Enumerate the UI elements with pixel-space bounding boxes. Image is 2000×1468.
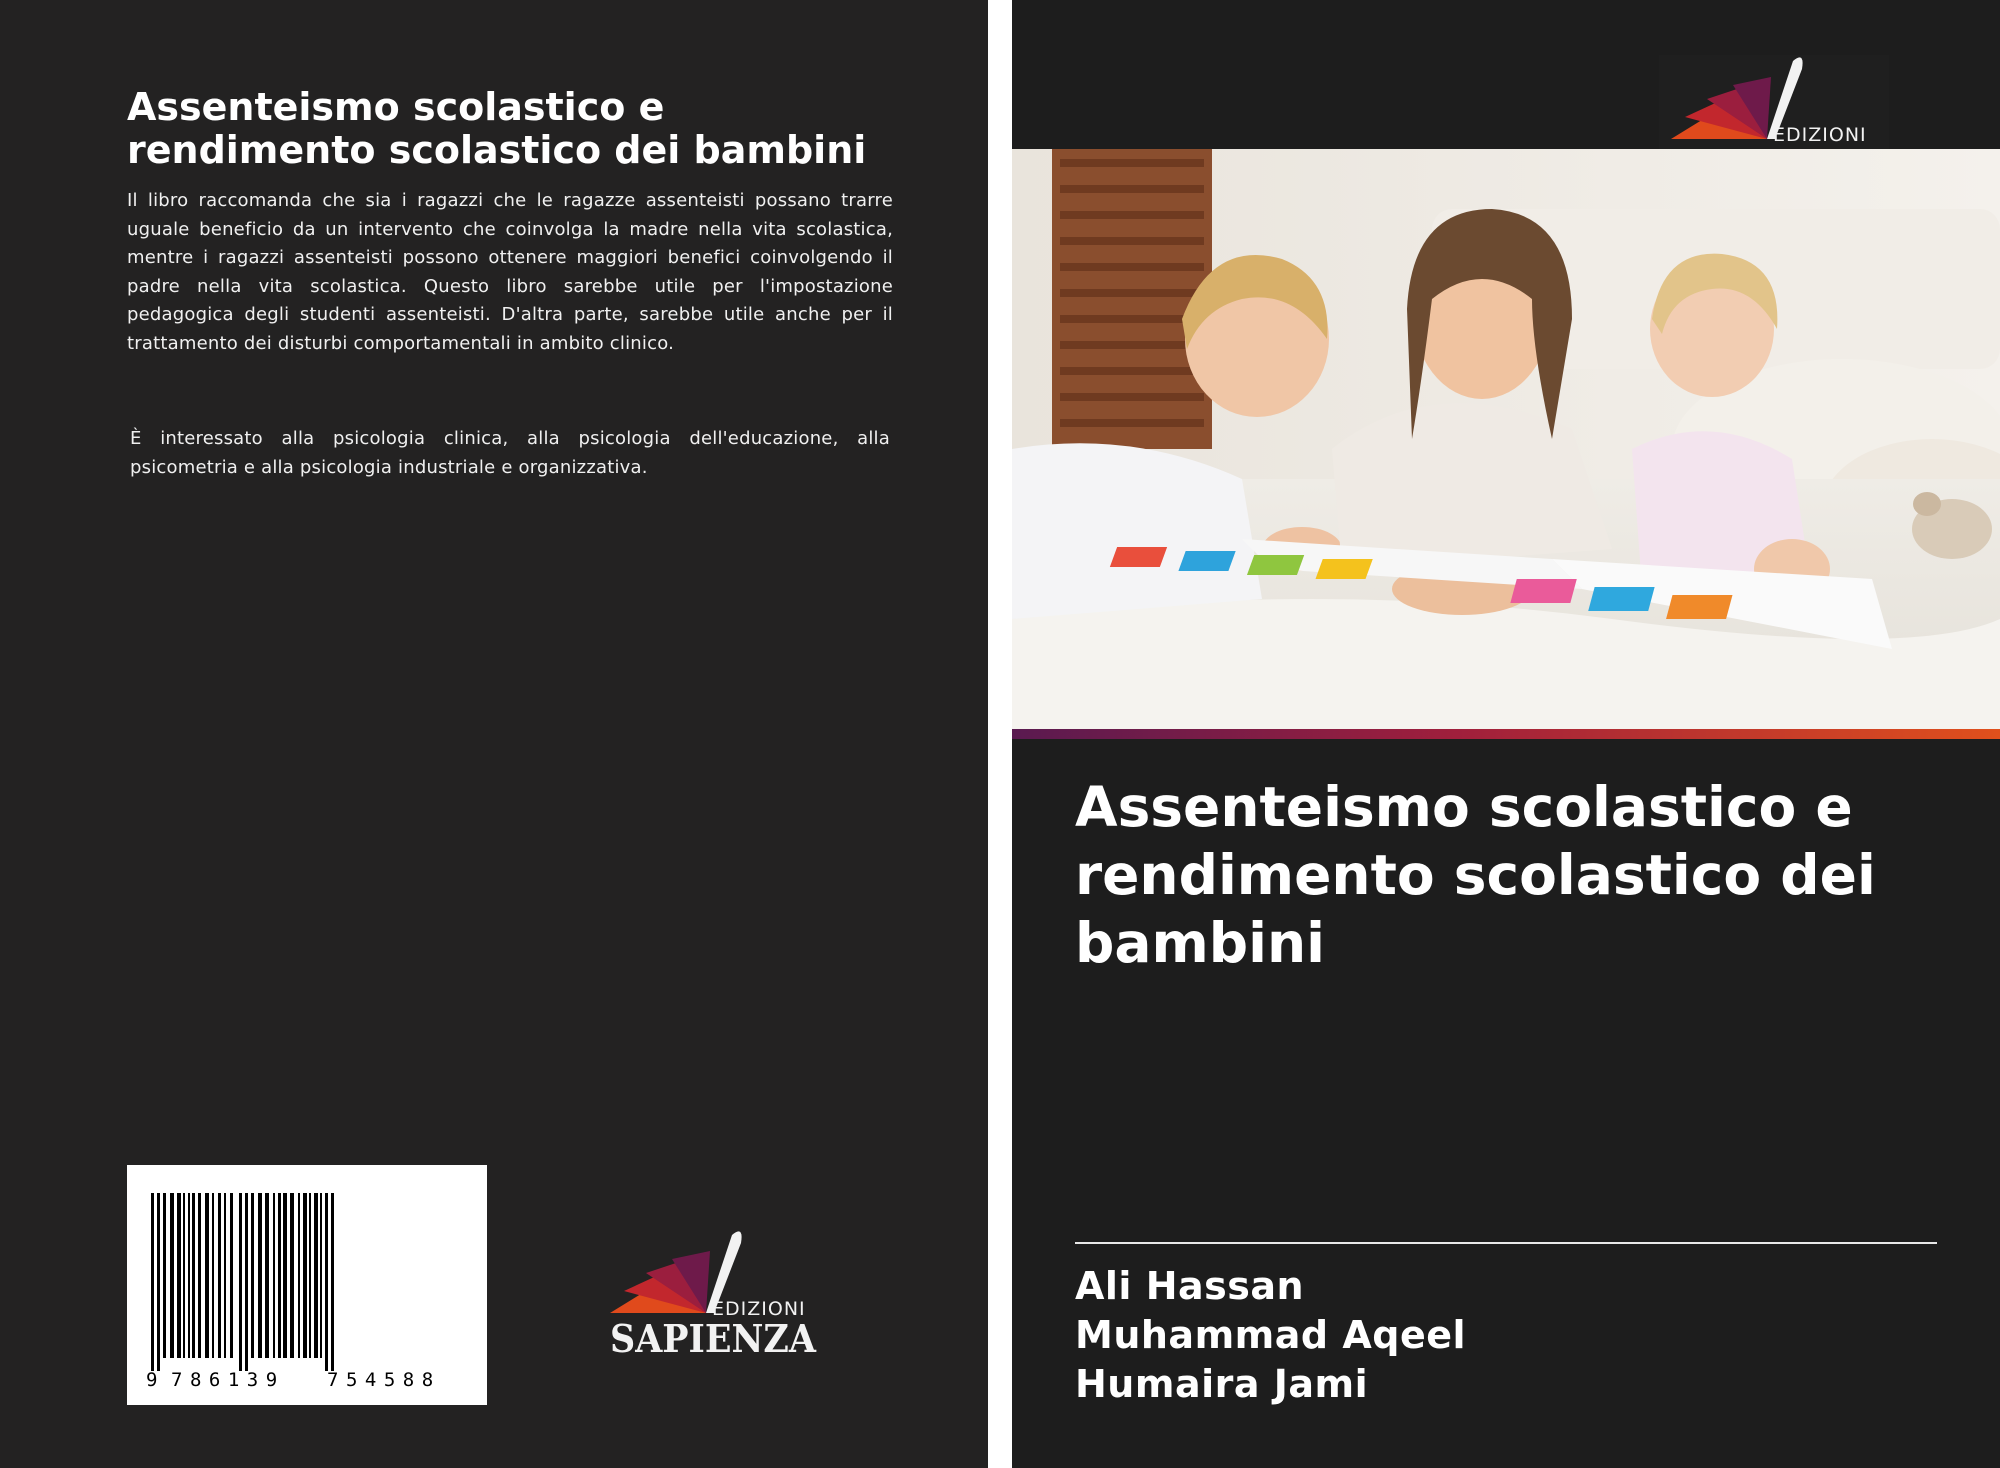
- author-name: Muhammad Aqeel: [1075, 1313, 1467, 1357]
- barcode-bar: [251, 1193, 254, 1358]
- barcode-digit-group-right: 754588: [327, 1369, 441, 1391]
- barcode-bar: [218, 1193, 221, 1358]
- barcode-bar: [205, 1193, 209, 1358]
- barcode-bar: [258, 1193, 262, 1358]
- barcode-bar: [278, 1193, 281, 1358]
- barcode-bar: [239, 1193, 242, 1371]
- barcode-bar: [157, 1193, 160, 1371]
- author-divider: [1075, 1242, 1937, 1244]
- barcode-bar: [183, 1193, 185, 1358]
- barcode-bar: [192, 1193, 195, 1358]
- isbn-barcode: [127, 1165, 487, 1405]
- barcode-bar: [314, 1193, 318, 1358]
- barcode-bar: [245, 1193, 248, 1371]
- author-list: [1075, 1262, 1466, 1409]
- barcode-digit-group-left: 786139: [171, 1369, 285, 1391]
- barcode-bar: [198, 1193, 201, 1358]
- barcode-bar: [290, 1193, 294, 1358]
- barcode-bar: [177, 1193, 181, 1358]
- barcode-icon: [127, 1165, 487, 1405]
- barcode-bar: [273, 1193, 275, 1358]
- family-reading-photo-icon: [1012, 149, 2000, 729]
- barcode-bar: [283, 1193, 287, 1358]
- cover-photo: [1012, 149, 2000, 729]
- accent-stripe: [1012, 729, 2000, 739]
- publisher-logo-back-line2: SAPIENZA: [610, 1316, 817, 1360]
- barcode-bar: [170, 1193, 174, 1358]
- barcode-bar: [309, 1193, 311, 1358]
- barcode-bar: [320, 1193, 322, 1358]
- barcode-digit-prefix: 9: [146, 1369, 158, 1391]
- author-name: Ali Hassan: [1075, 1264, 1305, 1308]
- publisher-logo-front-line1: EDIZIONI: [1773, 124, 1867, 146]
- author-name: Humaira Jami: [1075, 1362, 1369, 1406]
- barcode-bar: [212, 1193, 214, 1358]
- barcode-bar: [163, 1193, 166, 1358]
- barcode-bar: [298, 1193, 300, 1358]
- barcode-bar: [224, 1193, 226, 1358]
- back-cover-title: Assenteismo scolastico e rendimento scolastico dei bambini: [127, 85, 867, 172]
- back-cover-description: Il libro raccomanda che sia i ragazzi che le ragazze assenteisti possano trarre uguale beneficio da un intervento che coinvolga la madre nella vita scolastica, mentre i ragazzi assenteisti possono ottenere maggiori benefici coinvolgendo il padre nella vita scolastica. Questo libro sarebbe utile per l'impostazione pedagogica degli studenti assenteisti. D'altra parte, sarebbe utile anche per il trattamento dei disturbi comportamentali in ambito clinico.: [127, 190, 893, 354]
- barcode-bar: [303, 1193, 307, 1358]
- barcode-bar: [230, 1193, 233, 1358]
- book-fan-quill-icon: [602, 1225, 824, 1360]
- barcode-bar: [331, 1193, 334, 1371]
- barcode-bar: [188, 1193, 190, 1358]
- barcode-bar: [151, 1193, 154, 1371]
- barcode-bar: [265, 1193, 269, 1358]
- front-cover-title: Assenteismo scolastico e rendimento scolastico dei bambini: [1075, 775, 1876, 975]
- author-bio: È interessato alla psicologia clinica, alla psicologia dell'educazione, alla psicometria e alla psicologia industriale e organizzativa.: [130, 428, 890, 478]
- barcode-bar: [325, 1193, 328, 1371]
- publisher-logo-back-line1: EDIZIONI: [712, 1298, 806, 1320]
- back-cover: [0, 0, 988, 1468]
- front-cover: [1012, 0, 2000, 1468]
- publisher-logo-back: [602, 1225, 824, 1360]
